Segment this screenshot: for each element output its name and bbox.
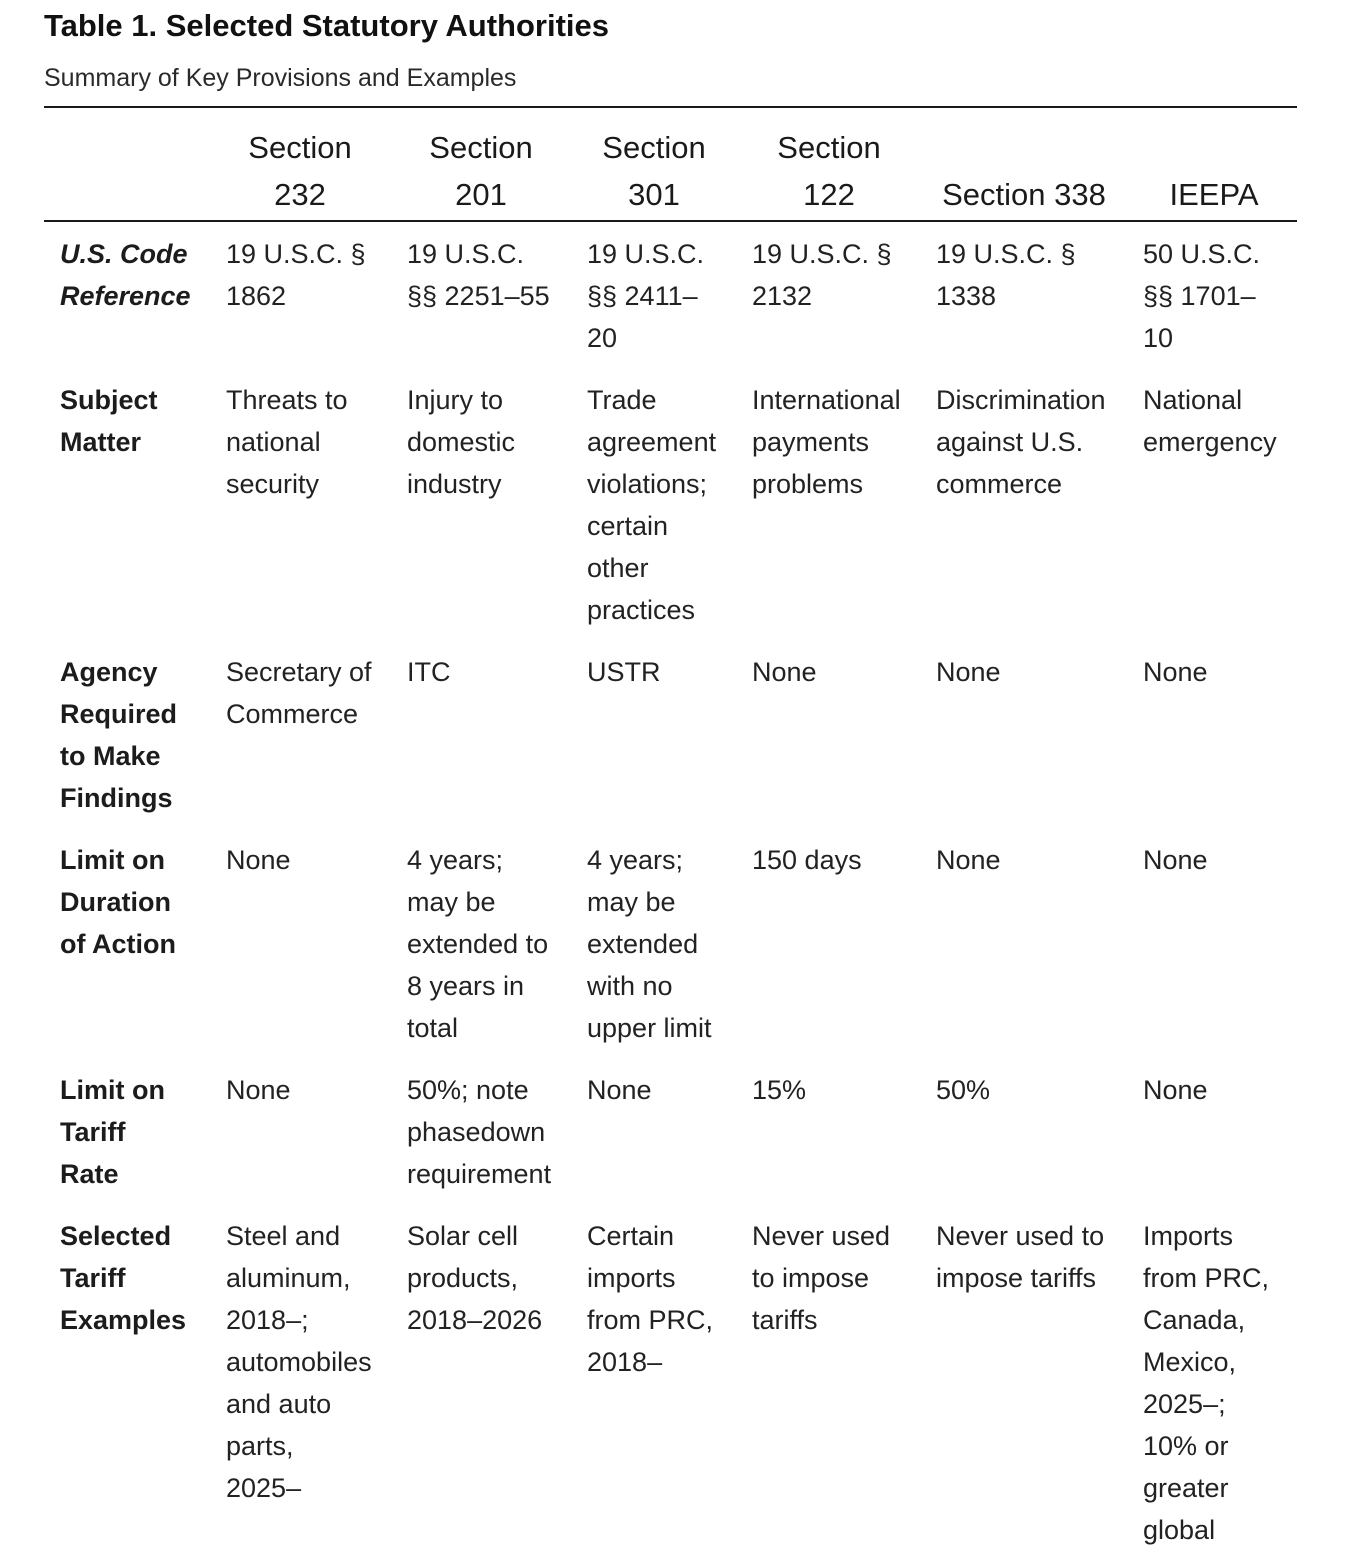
table-top-rule (44, 106, 1297, 108)
table-cell: Never used to impose tariffs (936, 1221, 1105, 1293)
table-cell: None (752, 657, 817, 687)
table-cell: USTR (587, 657, 661, 687)
table-cell: Solar cell products, 2018–2026 (407, 1221, 543, 1335)
column-header-section-122: Section 122 (777, 130, 881, 212)
table-cell: 50 U.S.C. §§ 1701– 10 (1143, 239, 1261, 353)
table-cell: 19 U.S.C. § 2132 (752, 239, 892, 311)
table-cell: National emergency (1143, 385, 1277, 457)
table-cell: Injury to domestic industry (407, 385, 516, 499)
column-header-section-338: Section 338 (942, 177, 1106, 212)
column-header-section-201: Section 201 (429, 130, 533, 212)
table-cell: Imports from PRC, Canada, Mexico, 2025–; 10% or greater global (1143, 1221, 1270, 1545)
column-header-ieepa: IEEPA (1169, 177, 1259, 212)
table-cell: Threats to national security (226, 385, 348, 499)
table-cell: Secretary of Commerce (226, 657, 372, 729)
table-subtitle: Summary of Key Provisions and Examples (44, 64, 517, 92)
row-label-selected-tariff-examples: Selected Tariff Examples (60, 1221, 187, 1335)
row-label-agency-required: Agency Required to Make Findings (60, 657, 178, 813)
table-cell: 4 years; may be extended to 8 years in total (407, 845, 549, 1043)
table-cell: None (1143, 657, 1208, 687)
table-cell: Never used to impose tariffs (752, 1221, 891, 1335)
column-header-section-301: Section 301 (602, 130, 706, 212)
table-cell: Discrimination against U.S. commerce (936, 385, 1106, 499)
table-cell: 19 U.S.C. §§ 2411– 20 (587, 239, 705, 353)
table-cell: 15% (752, 1075, 807, 1105)
table-cell: None (226, 1075, 291, 1105)
table-title: Table 1. Selected Statutory Authorities (44, 8, 610, 43)
table-cell: Steel and aluminum, 2018–; automobiles and auto parts, 2025– (226, 1221, 372, 1503)
row-label-us-code-reference: U.S. Code Reference (60, 239, 191, 311)
table-cell: 19 U.S.C. § 1862 (226, 239, 366, 311)
table-cell: None (226, 845, 291, 875)
table-cell: 19 U.S.C. §§ 2251–55 (407, 239, 550, 311)
row-label-subject-matter: Subject Matter (60, 385, 158, 457)
row-label-limit-on-tariff-rate: Limit on Tariff Rate (60, 1075, 165, 1189)
column-header-section-232: Section 232 (248, 130, 352, 212)
table-cell: 50% (936, 1075, 991, 1105)
table-cell: Certain imports from PRC, 2018– (587, 1221, 714, 1377)
table-cell: None (1143, 1075, 1208, 1105)
table-header-rule (44, 220, 1297, 222)
table-cell: None (936, 845, 1001, 875)
table-cell: International payments problems (752, 385, 901, 499)
table-cell: 4 years; may be extended with no upper limit (587, 845, 712, 1043)
table-cell: 150 days (752, 845, 862, 875)
table-cell: Trade agreement violations; certain other practices (587, 385, 717, 625)
table-cell: None (936, 657, 1001, 687)
table-cell: 19 U.S.C. § 1338 (936, 239, 1076, 311)
table-cell: None (1143, 845, 1208, 875)
row-label-limit-on-duration: Limit on Duration of Action (60, 845, 176, 959)
table-cell: 50%; note phasedown requirement (407, 1075, 552, 1189)
table-cell: ITC (407, 657, 451, 687)
table-cell: None (587, 1075, 652, 1105)
